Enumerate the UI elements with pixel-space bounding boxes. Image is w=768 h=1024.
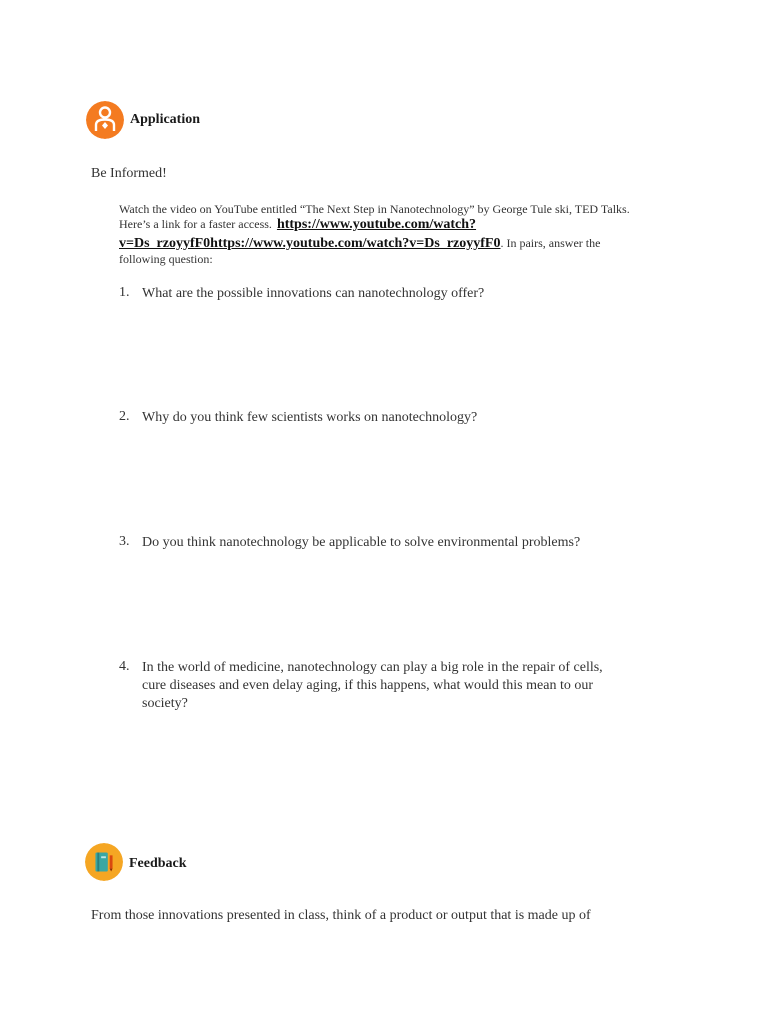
application-icon (86, 101, 124, 139)
instructions-link-prefix: Here’s a link for a faster access. (119, 217, 272, 231)
question-2-number: 2. (119, 409, 130, 424)
instructions-pairs-text: . In pairs, answer the (500, 236, 601, 250)
question-4-line3: society? (142, 696, 188, 711)
be-informed-heading: Be Informed! (91, 166, 167, 181)
question-1-text: What are the possible innovations can nanotechnology offer? (142, 286, 485, 301)
application-title: Application (130, 112, 201, 127)
question-3-text: Do you think nanotechnology be applicable to solve environmental problems? (142, 535, 581, 550)
book-icon (85, 843, 123, 881)
youtube-link-part2[interactable]: v=Ds_rzoyyfF0https://www.youtube.com/watch?v=Ds_rzoyyfF0 (119, 236, 501, 251)
feedback-text: From those innovations presented in class, think of a product or output that is made up of (91, 908, 591, 923)
question-4-line1: In the world of medicine, nanotechnology can play a big role in the repair of cells, (142, 660, 603, 675)
instructions-line1: Watch the video on YouTube entitled “The Next Step in Nanotechnology” by George Tule ski, TED Talks. (119, 202, 630, 216)
question-4-number: 4. (119, 659, 130, 674)
instructions-line2 (119, 216, 476, 233)
question-4-line2: cure diseases and even delay aging, if this happens, what would this mean to our (142, 678, 593, 693)
question-2-text: Why do you think few scientists works on nanotechnology? (142, 410, 478, 425)
feedback-icon (85, 843, 123, 881)
question-3-number: 3. (119, 534, 130, 549)
person-icon (86, 101, 124, 139)
youtube-link-part1[interactable]: https://www.youtube.com/watch? (276, 217, 477, 232)
instructions-line4: following question: (119, 252, 213, 266)
instructions-line3 (119, 235, 600, 252)
question-1-number: 1. (119, 285, 130, 300)
feedback-title: Feedback (129, 856, 187, 871)
